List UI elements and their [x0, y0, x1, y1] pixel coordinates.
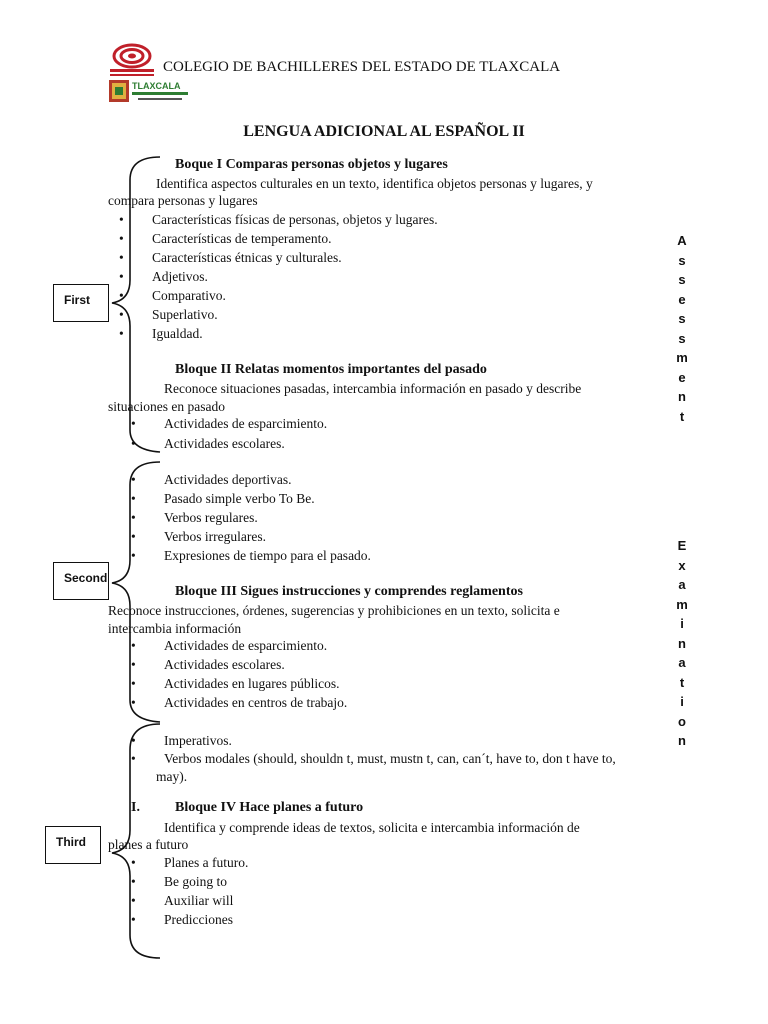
- block2-item: • Verbos regulares.: [164, 510, 258, 526]
- block1-item: • Características étnicas y culturales.: [152, 250, 342, 266]
- block2-item: • Actividades deportivas.: [164, 472, 291, 488]
- block4-item: • Auxiliar will: [164, 893, 233, 909]
- block1-item: • Comparativo.: [152, 288, 226, 304]
- tlaxcala-logo-text: TLAXCALA: [132, 81, 181, 91]
- block1-item: • Características físicas de personas, objetos y lugares.: [152, 212, 438, 228]
- block2-intro-line2: situaciones en pasado: [108, 399, 225, 414]
- block3-intro-line2: intercambia información: [108, 621, 242, 636]
- block4-item: • Be going to: [164, 874, 227, 890]
- block3-item: • Actividades escolares.: [164, 657, 285, 673]
- block2-intro-line1: Reconoce situaciones pasadas, intercambia información en pasado y describe: [164, 381, 582, 396]
- block2-item: • Expresiones de tiempo para el pasado.: [164, 548, 371, 564]
- block2-item: • Pasado simple verbo To Be.: [164, 491, 315, 507]
- block4-item: • Planes a futuro.: [164, 855, 248, 871]
- first-label: First: [53, 284, 109, 322]
- block3-item: • Imperativos.: [164, 733, 232, 749]
- block3-title: Bloque III Sigues instrucciones y comprendes reglamentos: [175, 584, 523, 599]
- block3-item: • Actividades en lugares públicos.: [164, 676, 339, 692]
- block4-intro-line2: planes a futuro: [108, 837, 189, 852]
- block4-title: Bloque IV Hace planes a futuro: [175, 800, 364, 815]
- block1-item: • Igualdad.: [152, 326, 203, 342]
- page-title: LENGUA ADICIONAL AL ESPAÑOL II: [243, 123, 525, 140]
- block3-item: • Actividades en centros de trabajo.: [164, 695, 347, 711]
- block4-item: • Predicciones: [164, 912, 233, 928]
- second-brace: [112, 462, 160, 722]
- block1-item: • Adjetivos.: [152, 269, 208, 285]
- block1-intro-line1: Identifica aspectos culturales en un texto, identifica objetos personas y lugares, y: [156, 176, 593, 191]
- school-name: COLEGIO DE BACHILLERES DEL ESTADO DE TLAXCALA: [163, 59, 561, 75]
- block2-item: • Actividades de esparcimiento.: [164, 416, 327, 432]
- block4-numeral: I.: [131, 800, 140, 815]
- block3-modal-line2: may).: [156, 769, 188, 784]
- block1-item: • Características de temperamento.: [152, 231, 332, 247]
- block3-item: • Actividades de esparcimiento.: [164, 638, 327, 654]
- block1-intro-line2: compara personas y lugares: [108, 193, 258, 208]
- examination-vertical: E x a m i n a t i o n: [676, 538, 688, 748]
- second-label: Second: [53, 562, 109, 600]
- assessment-vertical: A s s e s s m e n t: [676, 233, 688, 424]
- block2-item: • Verbos irregulares.: [164, 529, 266, 545]
- block3-modal-line1: • Verbos modales (should, shouldn t, must, mustn t, can, can´t, have to, don t have to,: [164, 751, 616, 767]
- block2-item: • Actividades escolares.: [164, 436, 285, 452]
- block4-intro-line1: Identifica y comprende ideas de textos, solicita e intercambia información de: [164, 820, 580, 835]
- block3-intro-line1: Reconoce instrucciones, órdenes, sugerencias y prohibiciones en un texto, solicita e: [108, 603, 560, 618]
- block2-title: Bloque II Relatas momentos importantes del pasado: [175, 362, 487, 377]
- block1-item: • Superlativo.: [152, 307, 218, 323]
- third-label: Third: [45, 826, 101, 864]
- block1-title: Boque I Comparas personas objetos y lugares: [175, 157, 448, 172]
